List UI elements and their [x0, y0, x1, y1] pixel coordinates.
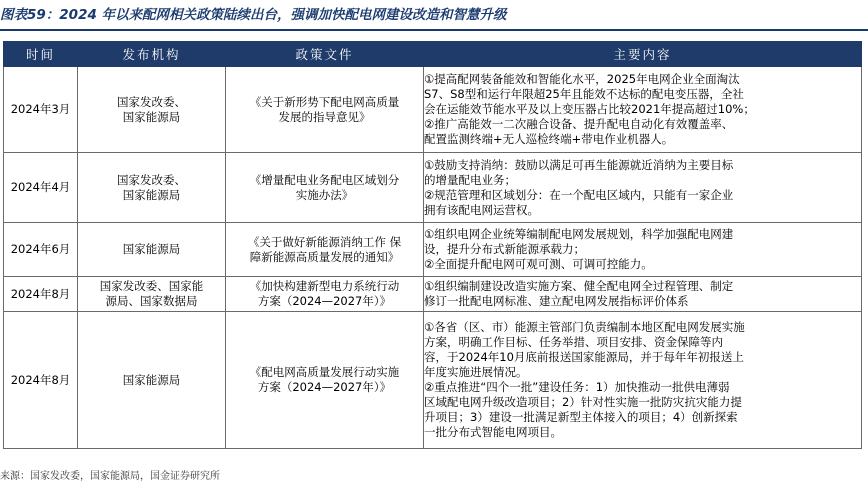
doc-line: 《关于做好新能源消纳工作 保 — [247, 234, 402, 249]
cell-org — [78, 67, 226, 153]
table-row — [4, 67, 862, 153]
table-row — [4, 277, 862, 312]
table-header-row — [4, 42, 862, 67]
content-line: S7、S8型和运行年限超25年且能效不达标的配电变压器，全社 — [424, 87, 744, 101]
content-line: 年度实施进展情况。 — [424, 365, 528, 379]
content-line: ①提高配网装备能效和智能化水平，2025年电网企业全面淘汰 — [424, 72, 740, 86]
org-line: 源局、国家数据局 — [105, 294, 198, 308]
doc-line: 《关于新形势下配电网高质量 — [249, 94, 400, 109]
org-line: 国家能源局 — [122, 187, 181, 202]
content-line: 拥有该配电网运营权。 — [424, 202, 539, 217]
content-line: ②全面提升配电网可观可测、可调可控能力。 — [424, 257, 653, 271]
content-line: ②推广高能效一二次融合设备、提升配电自动化有效覆盖率、 — [424, 117, 734, 131]
table-row — [4, 223, 862, 277]
org-line: 国家能源局 — [122, 242, 181, 256]
cell-date: 2024年6月 — [4, 223, 78, 277]
content-line: 配置监测终端+无人巡检终端+带电作业机器人。 — [424, 132, 674, 146]
cell-content — [424, 312, 862, 449]
doc-line: 《增量配电业务配电区域划分 — [249, 172, 400, 187]
cell-org — [78, 312, 226, 449]
table-row — [4, 312, 862, 449]
content-line: ①鼓励支持消纳：鼓励以满足可再生能源就近消纳为主要目标 — [424, 157, 734, 172]
doc-line: 《配电网高质量发展行动实施 — [249, 365, 400, 379]
cell-date: 2024年8月 — [4, 312, 78, 449]
org-line: 国家发改委、 — [117, 94, 186, 109]
content-line: ②重点推进“四个一批”建设任务：1）加快推动一批供电薄弱 — [424, 380, 730, 394]
content-line: 的增量配电业务； — [424, 172, 516, 187]
content-line: ①各省（区、市）能源主管部门负责编制本地区配电网发展实施 — [424, 320, 745, 334]
content-line: 升项目；3）建设一批满足新型主体接入的项目；4）创新探索 — [424, 410, 738, 424]
doc-line: 方案（2024—2027年）》 — [257, 294, 392, 308]
cell-doc — [226, 277, 424, 312]
content-line: 区域配电网升级改造项目；2）针对性实施一批防灾抗灾能力提 — [424, 395, 742, 409]
figure-title: 图表59：2024 年以来配网相关政策陆续出台，强调加快配电网建设改造和智慧升级 — [0, 7, 507, 23]
content-line: ①组织编制建设改造实施方案、健全配电网全过程管理、制定 — [424, 279, 734, 293]
cell-content — [424, 153, 862, 223]
cell-date: 2024年4月 — [4, 153, 78, 223]
content-line: 一批分布式智能电网项目。 — [424, 425, 562, 439]
cell-doc — [226, 223, 424, 277]
cell-org — [78, 153, 226, 223]
content-line: 修订一批配电网标准、建立配电网发展指标评价体系 — [424, 294, 689, 308]
cell-doc — [226, 312, 424, 449]
source-note: 来源：国家发改委，国家能源局，国金证券研究所 — [0, 471, 220, 482]
doc-line: 实施办法》 — [295, 187, 354, 202]
content-line: ①组织电网企业统筹编制配电网发展规划，科学加强配电网建 — [424, 227, 734, 241]
doc-line: 方案（2024—2027年）》 — [257, 380, 392, 394]
doc-line: 障新能源高质量发展的通知》 — [249, 249, 400, 264]
cell-doc — [226, 153, 424, 223]
org-line: 国家能源局 — [122, 372, 181, 387]
content-line: ②规范管理和区域划分：在一个配电区域内，只能有一家企业 — [424, 187, 734, 202]
header-content: 主要内容 — [424, 42, 862, 67]
doc-line: 《加快构建新型电力系统行动 — [249, 279, 400, 293]
content-line: 方案，明确工作目标、任务举措、项目安排、资金保障等内 — [424, 335, 723, 349]
header-date: 时间 — [4, 42, 78, 67]
org-line: 国家发改委、 — [117, 172, 186, 187]
content-line: 容，于2024年10月底前报送国家能源局，并于每年年初报送上 — [424, 350, 744, 364]
header-org: 发布机构 — [78, 42, 226, 67]
cell-org — [78, 277, 226, 312]
policy-table — [3, 41, 862, 449]
cell-org — [78, 223, 226, 277]
cell-doc — [226, 67, 424, 153]
doc-line: 发展的指导意见》 — [278, 109, 371, 124]
cell-date: 2024年3月 — [4, 67, 78, 153]
cell-content — [424, 277, 862, 312]
table-row — [4, 153, 862, 223]
cell-date: 2024年8月 — [4, 277, 78, 312]
org-line: 国家发改委、国家能 — [99, 279, 204, 293]
title-rule — [0, 29, 868, 31]
header-doc: 政策文件 — [226, 42, 424, 67]
cell-content — [424, 67, 862, 153]
cell-content — [424, 223, 862, 277]
org-line: 国家能源局 — [122, 109, 181, 124]
content-line: 设，提升分布式新能源承载力； — [424, 242, 585, 256]
content-line: 会在运能效节能水平及以上变压器占比较2021年提高超过10%； — [424, 102, 755, 116]
